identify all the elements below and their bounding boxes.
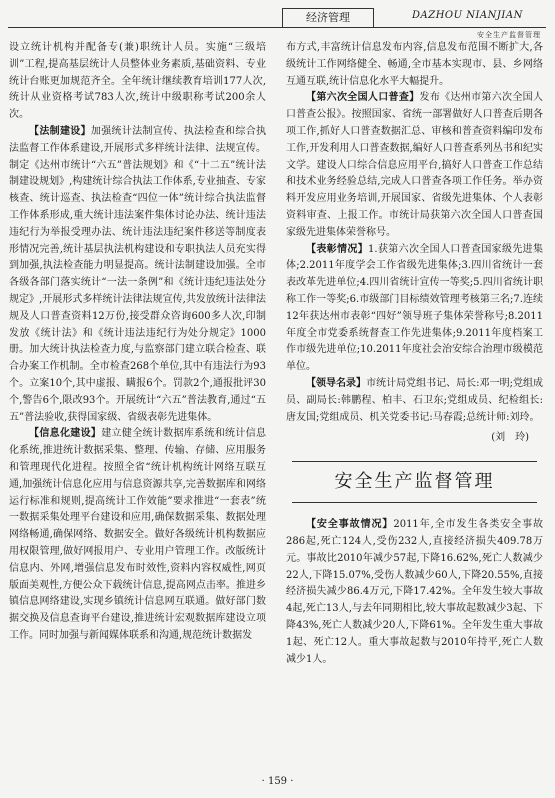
paragraph-text: 1.获第六次全国人口普查国家级先进集体;2.2011年度学会工作省级先进集体;3.四川省统计一套表改革先进单位;4.四川省统计宣传一等奖;5.四川省统计职称工作一等奖;6.市级部门目标绩效管理考核第三名;7.连续12年获达州市表彰“四好”领导班子集体荣誉称号;8.2011年度全市党委系统督查工作先进集体;9.2011年度档案工作市级先进单位;10.2011年度社会治安综合治理市级模范单位。 xyxy=(286,243,544,373)
entry-heading: 【法制建设】 xyxy=(29,125,91,137)
paragraph-accidents xyxy=(286,517,543,668)
paragraph-awards xyxy=(286,242,543,376)
author-credit: (刘 玲) xyxy=(491,432,529,444)
page-header xyxy=(0,0,555,38)
magazine-name: DAZHOU NIANJIAN xyxy=(412,10,523,21)
page-number: · 159 · xyxy=(261,776,294,787)
left-column xyxy=(9,40,266,645)
header-subtitle: 安全生产监督管理 xyxy=(477,31,541,39)
paragraph-text: 2011年,全市发生各类安全事故286起,死亡124人,受伤232人,直接经济损失409.78万元。事故比2010年减少57起,下降16.62%,死亡人数减少22人,下降15.07%,受伤人数减少60人,下降20.55%,直接经济损失减少86.4万元,下降17.42%。全年发生较大事故4起,死亡13人,与去年同期相比,较大事故起数减少3起、下降43%,死亡人数减少20人,下降61%。全年发生重大事故1起、死亡12人。重大事故起数与2010年持平,死亡人数减少1人。 xyxy=(286,519,543,665)
paragraph-continuation: 布方式,丰富统计信息发布内容,信息发布范围不断扩大,各级统计工作网络健全、畅通,全市基本实现市、县、乡网络互通互联,统计信息化水平大幅提升。 xyxy=(286,42,543,87)
section-title: 安全生产监督管理 xyxy=(334,470,495,492)
header-rule xyxy=(8,27,546,28)
entry-heading: 【表彰情况】 xyxy=(306,243,369,255)
entry-heading: 【安全事故情况】 xyxy=(306,519,394,531)
paragraph-continuation: 设立统计机构并配备专(兼)职统计人员。实施“三级培训”工程,提高基层统计人员整体业务素质,基础资料、专业统计台账更加规范齐全。全年统计继续教育培训177人次,统计从业资格考试783人次,统计中级职称考试200余人次。 xyxy=(9,42,266,121)
entry-heading: 【领导名录】 xyxy=(306,377,367,389)
right-column xyxy=(286,40,543,668)
paragraph-informatization xyxy=(9,426,266,644)
entry-heading: 【信息化建设】 xyxy=(29,428,102,440)
paragraph-text: 发布《达州市第六次全国人口普查公报》。按照国家、省统一部署做好人口普查后期各项工作,抓好人口普查数据汇总、审核和普查资料编印发布工作,开发利用人口普查数据,编好人口普查系列丛书和纪实文学。建设人口综合信息应用平台,搞好人口普查工作总结和技术业务经验总结,完成人口普查各项工作任务。举办资料开发应用业务培训,开展国家、省级先进集体、个人表彰资料审查、上报工作。市统计局获第六次全国人口普查国家级先进集体荣誉称号。 xyxy=(286,92,543,238)
paragraph-text: 市统计局党组书记、局长:邓一明;党组成员、副局长:韩鹏程、柏丰、石卫东;党组成员、纪检组长:唐友国;党组成员、机关党委书记:马春霞;总统计师:刘玲。 xyxy=(286,377,543,423)
paragraph-legal xyxy=(9,124,266,426)
paragraph-census xyxy=(286,90,543,241)
paragraph-leaders xyxy=(286,376,543,426)
section-heading-box xyxy=(292,461,537,503)
entry-heading: 【第六次全国人口普查】 xyxy=(306,92,420,104)
paragraph-text: 加强统计法制宣传、执法检查和综合执法监督工作体系建设,开展形式多样统计法律、法规宣传。制定《达州市统计“六五”普法规划》和《“十二五”统计法制建设规划》,构建统计综合执法工作体系,专业抽查、专家核查、统计巡查、执法检查“四位一体”统计综合执法监督工作体系形成,重大统计违法案件集体讨论办法、统计违法违纪行为举报受理办法、统计违法违纪案件移送等制度表形情况完善,统计基层执法机构建设和专职执法人员充实得到加强,执法检查能力明显提高。统计法制建设加强。全市各级各部门落实统计“一法一条例”和《统计违纪违法处分规定》,开展形式多样统计法律法规宣传,共发放统计法律法规及人口普查资料12万份,接受群众咨询600多人次,印制发放《统计法》和《统计违法违纪行为处分规定》1000册。加大统计执法检查力度,与监察部门建立联合检查、联合办案工作机制。全市检查268个单位,其中有违法行为93个。立案10个,其中虚报、瞒报6个。罚款2个,通报批评30个,警告6个,限改93个。开展统计“六五”普法教育,通过“五五”普法验收,获得国家级、省级表彰先进集体。 xyxy=(9,125,267,423)
section-label: 经济管理 xyxy=(282,8,374,28)
paragraph-text: 建立健全统计数据库系统和统计信息化系统,推进统计数据采集、整理、传输、存储、应用服务和管理现代化进程。按照全省“统计机构统计网络互联互通,加强统计信息化应用与信息资源共享,完善数据库和网络运行标准和规则,提高统计工作效能”要求推进“一套表”统一数据采集处理平台建设和应用,确保数据采集、数据处理网络畅通,确保网络、数据安全。做好各级统计机构数据应用权限管理,做好网报用户、专业用户管理工作。改版统计信息内、外网,增强信息发布时效性,资料内容权威性,网页版面美观性,方便公众下载统计信息,提高网点击率。推进乡镇信息网络建设,实现乡镇统计信息网互联通。做好部门数据交换及信息查询平台建设,推进统计宏观数据库建设立项工作。同时加强与新闻媒体联系和沟通,规范统计数据发 xyxy=(9,428,267,641)
